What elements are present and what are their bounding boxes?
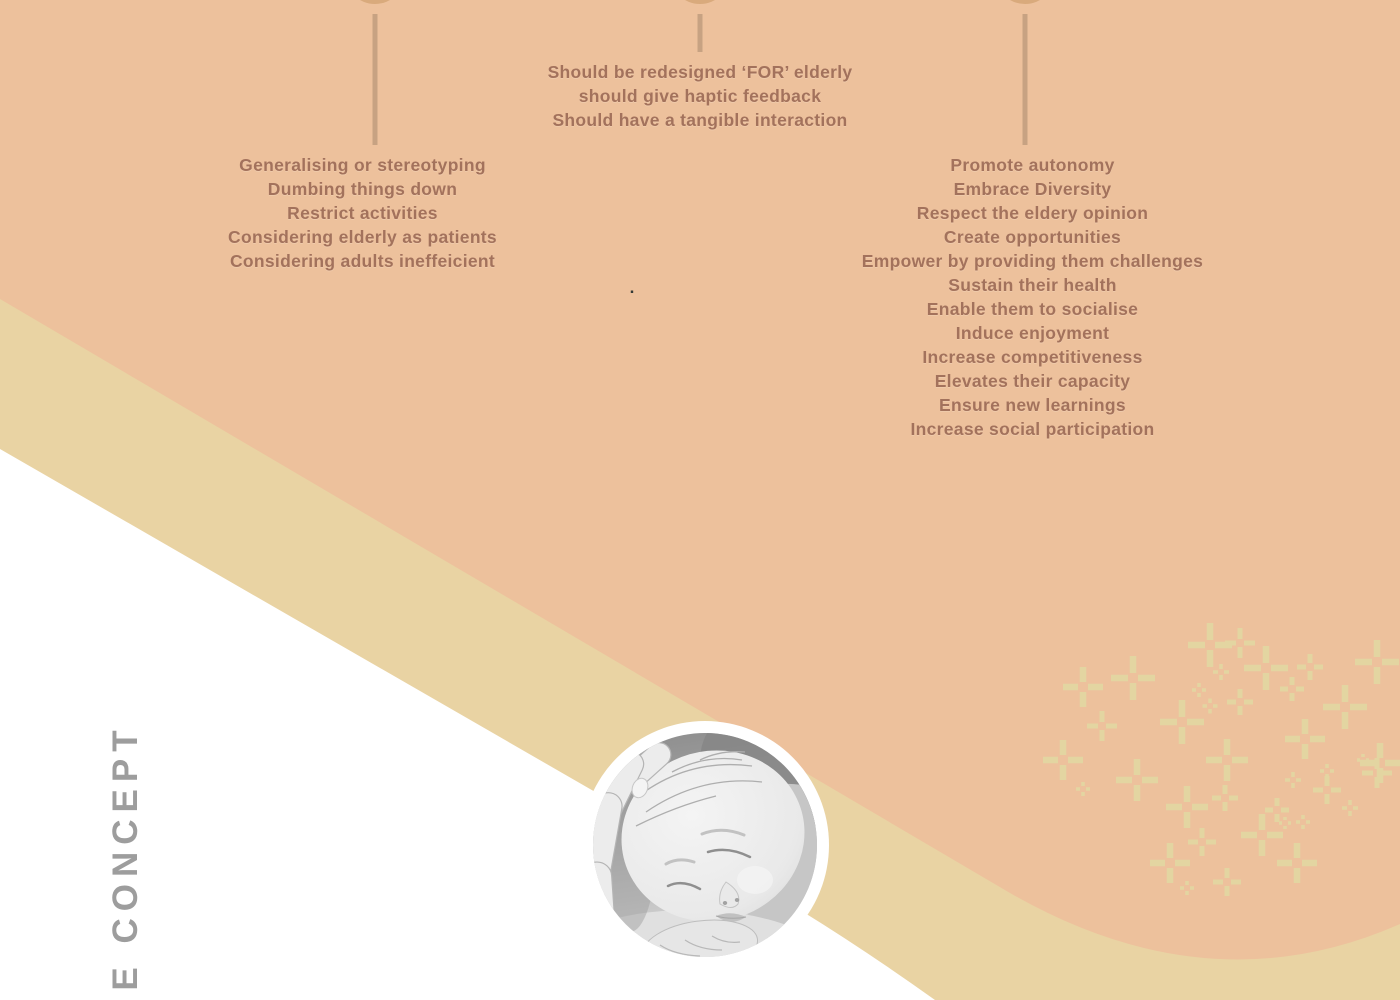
text-line: Create opportunities: [943, 227, 1122, 247]
connector-line-left: [373, 14, 378, 145]
text-line: Restrict activities: [287, 203, 438, 223]
misconceptions-list: [180, 153, 545, 273]
connector-line-middle: [698, 14, 703, 52]
text-line: Should have a tangible interaction: [552, 110, 848, 130]
text-line: Considering elderly as patients: [228, 227, 497, 247]
text-line: Ensure new learnings: [939, 395, 1126, 415]
text-line: Enable them to socialise: [926, 299, 1139, 319]
text-line: Empower by providing them challenges: [861, 251, 1204, 271]
text-line: Promote autonomy: [950, 155, 1115, 175]
text-line: Dumbing things down: [267, 179, 458, 199]
goals-list: [835, 153, 1230, 441]
section-label: E CONCEPT: [106, 723, 145, 991]
connector-line-right: [1023, 14, 1028, 145]
text-line: Sustain their health: [948, 275, 1117, 295]
stray-dot: .: [629, 278, 635, 297]
text-line: Considering adults ineffeicient: [229, 251, 496, 271]
text-line: Respect the eldery opinion: [916, 203, 1149, 223]
design-guidelines-list: [505, 60, 895, 132]
text-line: Increase competitiveness: [922, 347, 1143, 367]
text-line: Should be redesigned ‘FOR’ elderly: [547, 62, 853, 82]
text-line: should give haptic feedback: [578, 86, 822, 106]
text-line: Generalising or stereotyping: [239, 155, 486, 175]
text-line: Increase social participation: [910, 419, 1155, 439]
text-line: Elevates their capacity: [934, 371, 1131, 391]
text-line: Induce enjoyment: [955, 323, 1110, 343]
text-line: Embrace Diversity: [953, 179, 1112, 199]
